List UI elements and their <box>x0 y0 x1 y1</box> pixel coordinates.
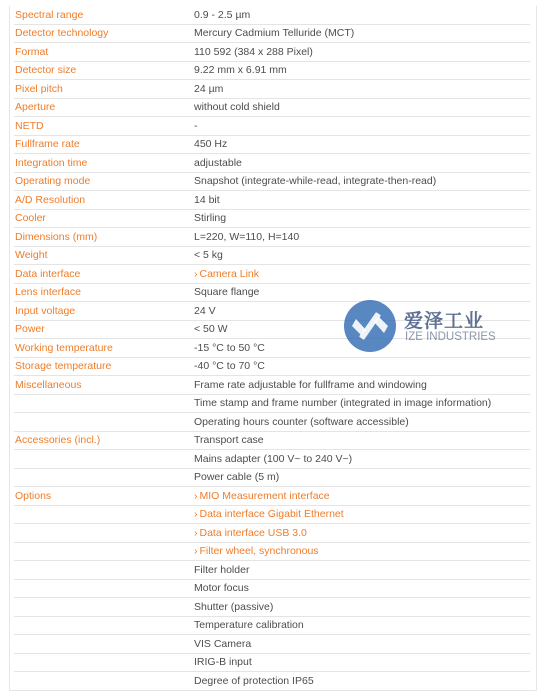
spec-row <box>14 247 530 266</box>
spec-value: Motor focus <box>194 582 249 594</box>
spec-value: IRIG-B input <box>194 656 252 668</box>
spec-value-link[interactable] <box>194 269 530 280</box>
spec-row <box>14 432 530 451</box>
spec-row <box>14 117 530 136</box>
spec-label: Aperture <box>15 101 56 113</box>
spec-value-link-text: Data interface Gigabit Ethernet <box>199 508 344 520</box>
spec-value: 450 Hz <box>194 138 228 150</box>
spec-value: VIS Camera <box>194 637 252 650</box>
spec-value: Square flange <box>194 286 260 298</box>
spec-row <box>14 358 530 377</box>
spec-row <box>14 561 530 580</box>
spec-value: < 5 kg <box>194 249 223 261</box>
spec-label: Storage temperature <box>15 360 112 372</box>
spec-label: Lens interface <box>15 286 81 298</box>
spec-value: 9.22 mm x 6.91 mm <box>194 64 287 76</box>
spec-label: Integration time <box>15 156 88 169</box>
spec-label: Format <box>15 45 49 58</box>
spec-row <box>14 191 530 210</box>
spec-value-link[interactable] <box>194 546 530 557</box>
link-arrow-icon: › <box>194 526 198 539</box>
watermark-chinese-text: 爱泽工业 <box>404 310 485 332</box>
spec-label: Detector technology <box>15 27 109 39</box>
spec-row <box>14 284 530 303</box>
spec-value: 14 bit <box>194 193 220 206</box>
spec-row <box>14 506 530 525</box>
spec-label: Cooler <box>15 212 46 224</box>
spec-value: - <box>194 119 198 132</box>
spec-label: Miscellaneous <box>15 378 82 391</box>
spec-table <box>14 6 530 691</box>
spec-row <box>14 6 530 25</box>
spec-value: Degree of protection IP65 <box>194 674 314 687</box>
spec-row <box>14 395 530 414</box>
spec-value: Temperature calibration <box>194 619 304 631</box>
spec-row <box>14 321 530 340</box>
spec-value: 24 V <box>194 304 216 317</box>
spec-row <box>14 413 530 432</box>
spec-row <box>14 43 530 62</box>
spec-label: Input voltage <box>15 304 76 317</box>
spec-label: Working temperature <box>15 341 113 354</box>
spec-value: 24 µm <box>194 82 224 95</box>
spec-label: Options <box>15 489 52 502</box>
spec-row <box>14 450 530 469</box>
spec-row <box>14 469 530 488</box>
spec-row <box>14 487 530 506</box>
spec-value: adjustable <box>194 156 242 169</box>
spec-row <box>14 302 530 321</box>
spec-value: < 50 W <box>194 323 228 335</box>
spec-row <box>14 635 530 654</box>
spec-value: Operating hours counter (software accessible) <box>194 415 409 428</box>
spec-value: Mains adapter (100 V~ to 240 V~) <box>194 452 353 465</box>
spec-value-link-text: Data interface USB 3.0 <box>199 526 307 539</box>
spec-row <box>14 598 530 617</box>
spec-sheet <box>9 6 537 691</box>
spec-value: Mercury Cadmium Telluride (MCT) <box>194 27 355 39</box>
spec-label: Spectral range <box>15 8 84 21</box>
spec-row <box>14 376 530 395</box>
spec-value: without cold shield <box>194 101 280 113</box>
spec-label: Pixel pitch <box>15 82 63 95</box>
spec-row <box>14 228 530 247</box>
spec-label: Power <box>15 323 45 335</box>
spec-label: Accessories (incl.) <box>15 434 101 446</box>
spec-value-link[interactable] <box>194 491 530 502</box>
spec-label: NETD <box>15 119 44 132</box>
spec-row <box>14 339 530 358</box>
spec-label: A/D Resolution <box>15 193 86 206</box>
spec-label: Detector size <box>15 64 77 76</box>
spec-value: Filter holder <box>194 563 250 576</box>
link-arrow-icon: › <box>194 489 198 502</box>
spec-row <box>14 62 530 81</box>
spec-row <box>14 543 530 562</box>
spec-value: Snapshot (integrate-while-read, integrate-then-read) <box>194 175 437 187</box>
spec-row <box>14 25 530 44</box>
spec-row <box>14 154 530 173</box>
spec-row <box>14 580 530 599</box>
spec-row <box>14 210 530 229</box>
link-arrow-icon: › <box>194 508 198 520</box>
spec-value: Time stamp and frame number (integrated in image information) <box>194 397 492 409</box>
spec-label: Data interface <box>15 267 81 280</box>
spec-value: Stirling <box>194 212 227 224</box>
spec-value: Power cable (5 m) <box>194 471 280 483</box>
spec-row <box>14 265 530 284</box>
spec-value-link-text: Camera Link <box>199 267 260 280</box>
spec-value: Shutter (passive) <box>194 600 274 613</box>
spec-label: Dimensions (mm) <box>15 230 98 243</box>
spec-value: 0.9 - 2.5 µm <box>194 8 251 21</box>
spec-label: Operating mode <box>15 175 91 187</box>
spec-row <box>14 136 530 155</box>
spec-value-link-text: MIO Measurement interface <box>199 489 330 502</box>
spec-value: Transport case <box>194 434 264 446</box>
spec-value-link-text: Filter wheel, synchronous <box>199 545 319 557</box>
spec-value-link[interactable] <box>194 509 530 520</box>
spec-value: -40 °C to 70 °C <box>194 360 265 372</box>
spec-value: -15 °C to 50 °C <box>194 341 265 354</box>
watermark-english-text: IZE INDUSTRIES <box>405 331 496 343</box>
link-arrow-icon: › <box>194 545 198 557</box>
spec-row <box>14 617 530 636</box>
spec-value: Frame rate adjustable for fullframe and windowing <box>194 378 427 391</box>
spec-label: Fullframe rate <box>15 138 80 150</box>
spec-row <box>14 672 530 691</box>
spec-row <box>14 173 530 192</box>
spec-row <box>14 99 530 118</box>
link-arrow-icon: › <box>194 267 198 280</box>
spec-row <box>14 654 530 673</box>
spec-row <box>14 524 530 543</box>
spec-value: L=220, W=110, H=140 <box>194 230 300 243</box>
spec-row <box>14 80 530 99</box>
spec-label: Weight <box>15 249 48 261</box>
spec-value: 110 592 (384 x 288 Pixel) <box>194 45 313 58</box>
spec-value-link[interactable] <box>194 528 530 539</box>
